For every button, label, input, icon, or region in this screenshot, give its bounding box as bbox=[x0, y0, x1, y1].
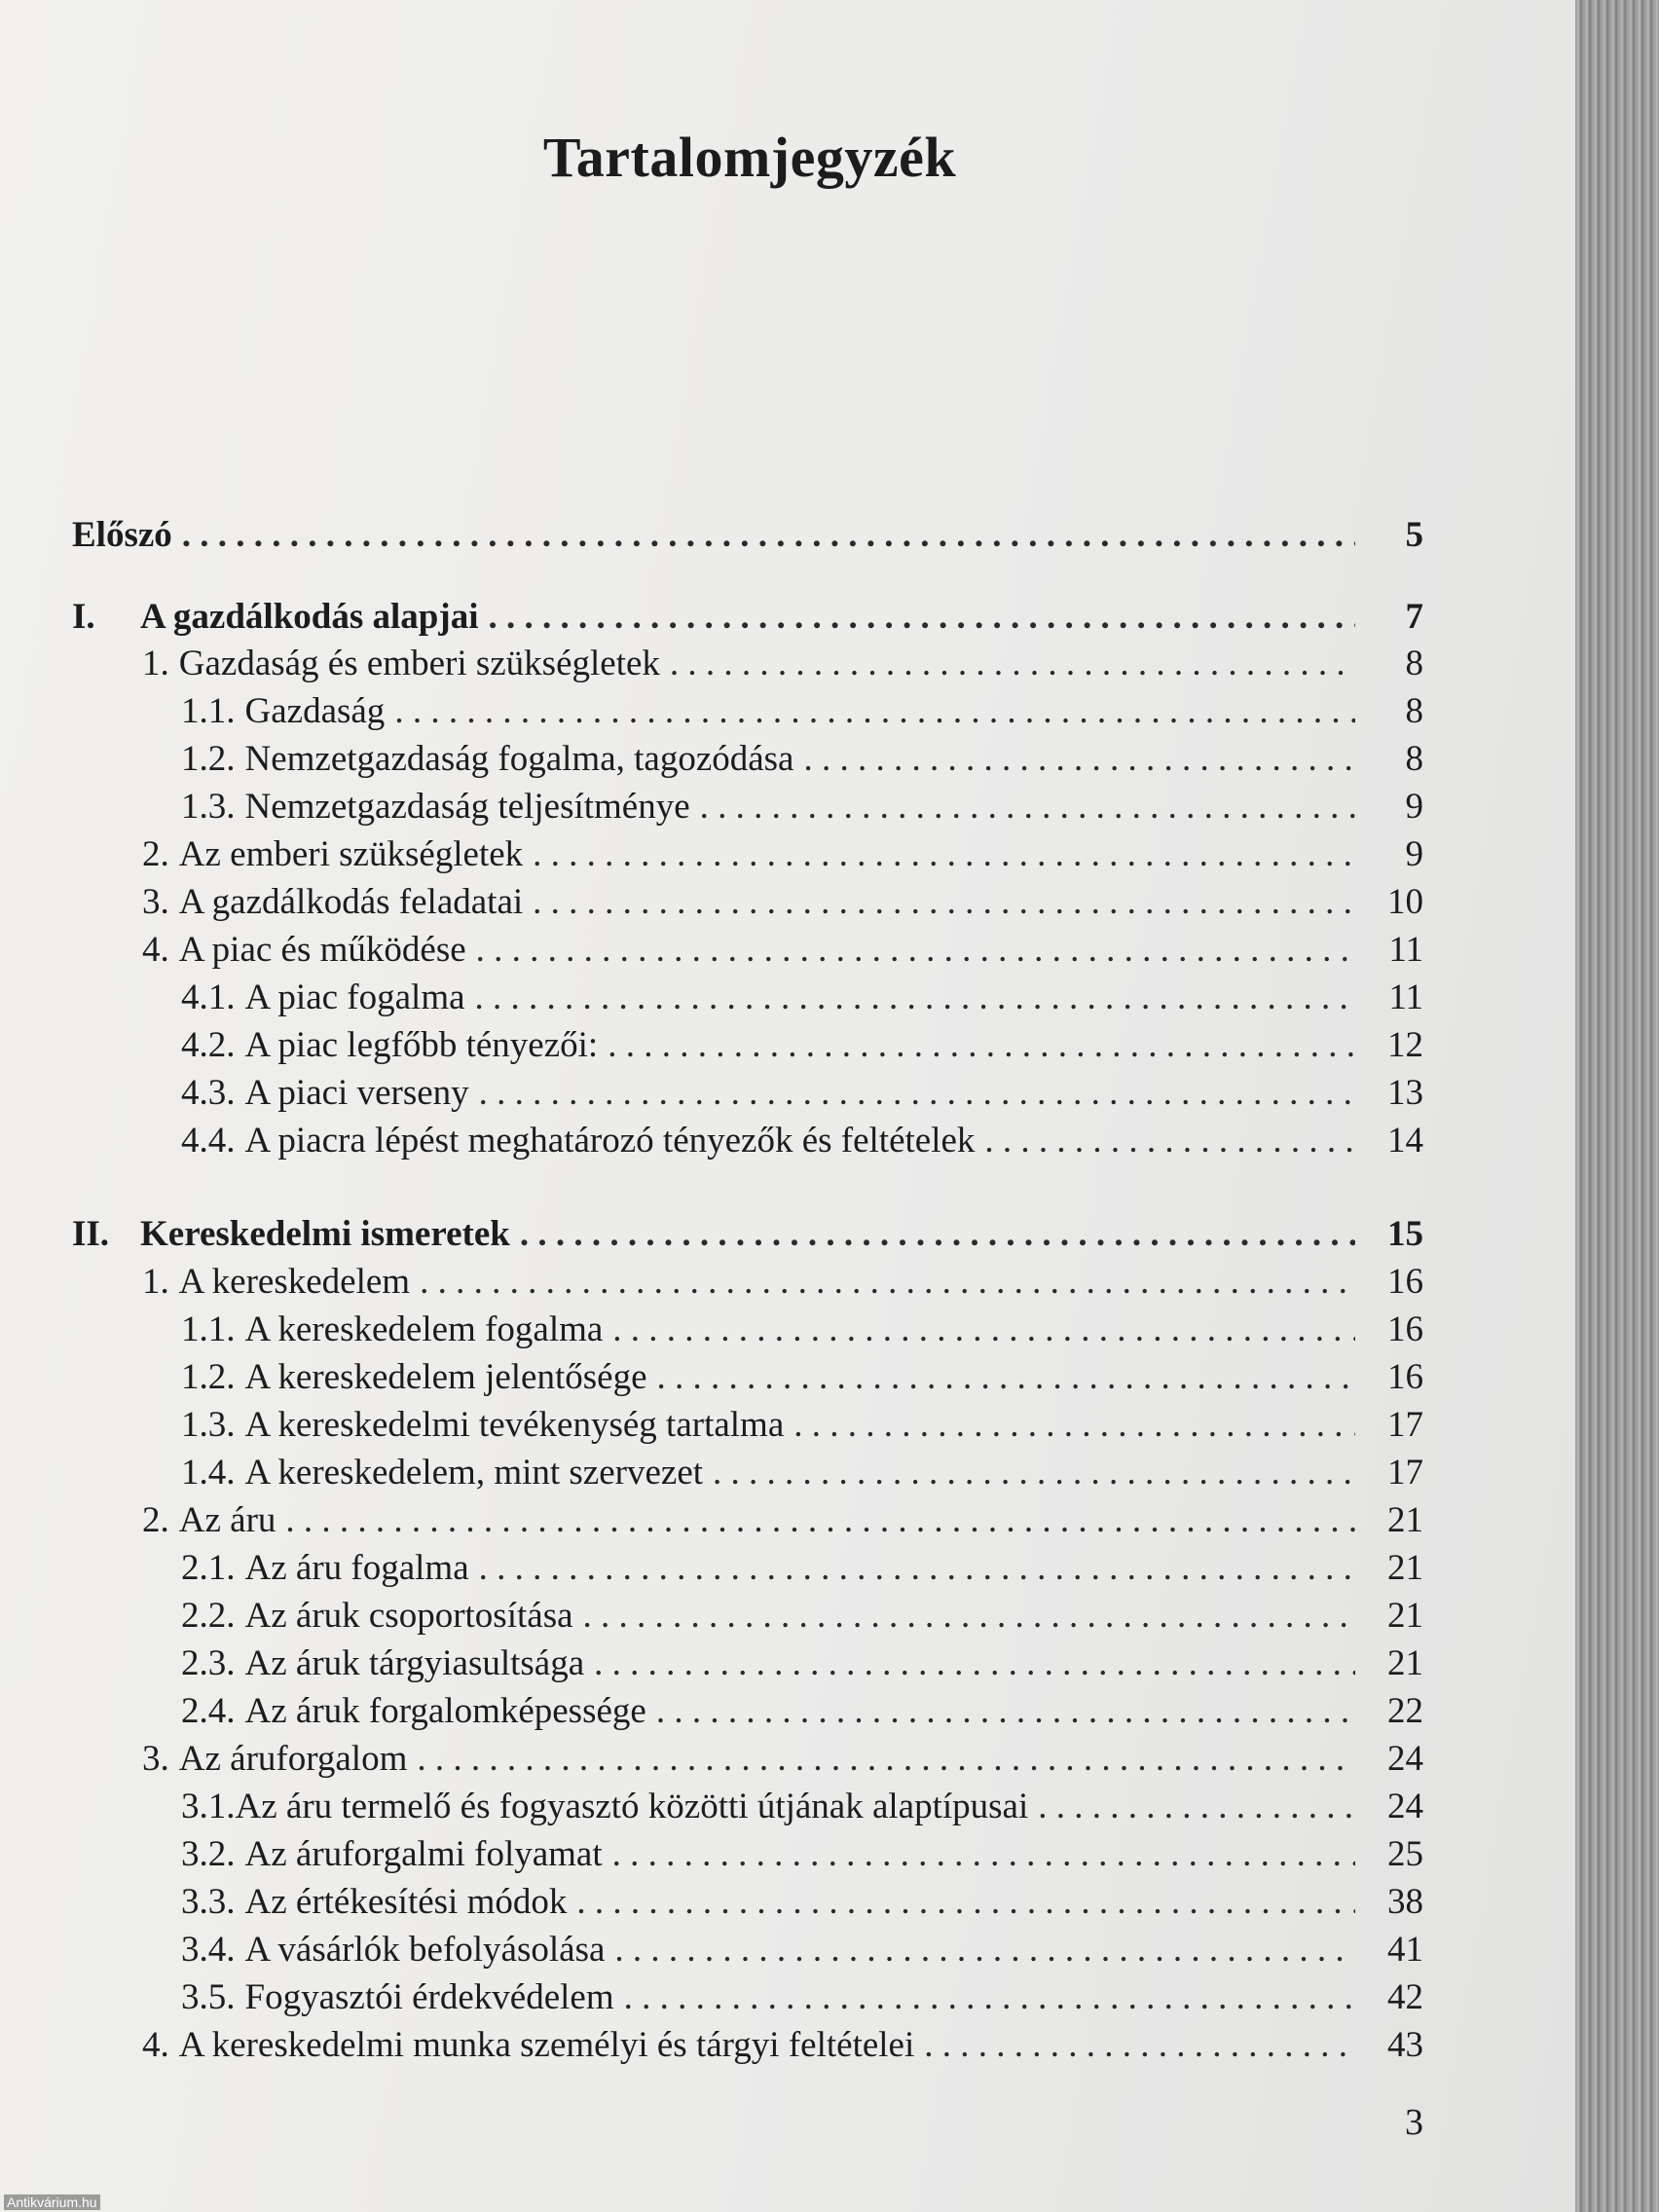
toc-entry-number: 3. bbox=[142, 882, 169, 922]
toc-entry-number: 3. bbox=[142, 1739, 169, 1779]
dot-leader bbox=[533, 833, 1355, 875]
toc-entry-page: 24 bbox=[1387, 1739, 1423, 1779]
toc-entry-page: 42 bbox=[1387, 1977, 1423, 2017]
toc-entry bbox=[181, 1929, 1423, 1973]
toc-entry bbox=[142, 1261, 1423, 1306]
toc-entry bbox=[181, 1452, 1423, 1496]
toc-entry-number: 1.1. bbox=[181, 1309, 236, 1349]
toc-entry bbox=[142, 643, 1423, 687]
toc-entry-number: 4.1. bbox=[181, 977, 236, 1017]
toc-entry-number: 2. bbox=[142, 1500, 169, 1540]
toc-entry-label: A gazdálkodás alapjai bbox=[140, 597, 479, 637]
dot-leader bbox=[793, 1404, 1355, 1446]
toc-entry-label: Az emberi szükségletek bbox=[178, 834, 524, 874]
toc-entry-label: A gazdálkodás feladatai bbox=[178, 882, 524, 922]
toc-entry-page: 16 bbox=[1387, 1357, 1423, 1397]
toc-entry bbox=[181, 1642, 1423, 1687]
dot-leader bbox=[475, 977, 1355, 1018]
toc-entry bbox=[181, 1786, 1423, 1830]
toc-entry-label: A kereskedelem jelentősége bbox=[244, 1357, 647, 1397]
dot-leader bbox=[479, 1072, 1355, 1114]
dot-leader bbox=[488, 596, 1355, 638]
toc-entry bbox=[181, 1976, 1423, 2021]
dot-leader bbox=[713, 1452, 1355, 1493]
toc-entry bbox=[142, 929, 1423, 974]
toc-entry-number: I. bbox=[72, 597, 95, 637]
dot-leader bbox=[612, 1309, 1355, 1350]
dot-leader bbox=[608, 1024, 1355, 1066]
dot-leader bbox=[394, 690, 1355, 732]
dot-leader bbox=[1038, 1786, 1355, 1827]
toc-entry bbox=[181, 1309, 1423, 1353]
toc-entry-label: Az áru bbox=[178, 1500, 276, 1540]
toc-entry-label: A vásárlók befolyásolása bbox=[244, 1930, 606, 1970]
toc-entry bbox=[181, 1404, 1423, 1449]
toc-entry-label: A piac és működése bbox=[178, 930, 466, 970]
toc-entry-page: 16 bbox=[1387, 1309, 1423, 1349]
toc-entry bbox=[181, 1072, 1423, 1117]
toc-entry-page: 22 bbox=[1387, 1691, 1423, 1731]
dot-leader bbox=[520, 1213, 1355, 1255]
dot-leader bbox=[594, 1642, 1355, 1684]
toc-entry-number: 1.2. bbox=[181, 1357, 236, 1397]
toc-entry-page: 16 bbox=[1387, 1262, 1423, 1302]
dot-leader bbox=[479, 1547, 1355, 1589]
toc-entry bbox=[181, 1833, 1423, 1878]
toc-entry bbox=[142, 881, 1423, 926]
dot-leader bbox=[670, 643, 1355, 684]
toc-entry-page: 41 bbox=[1387, 1930, 1423, 1970]
toc-entry-label: A piac legfőbb tényezői: bbox=[244, 1025, 599, 1065]
toc-entry-page: 9 bbox=[1405, 787, 1423, 827]
toc-entry-label: A piac fogalma bbox=[244, 977, 465, 1017]
dot-leader bbox=[700, 786, 1355, 828]
toc-entry-number: 1.2. bbox=[181, 739, 236, 779]
page-title: Tartalomjegyzék bbox=[542, 126, 957, 189]
toc-entry-page: 11 bbox=[1388, 977, 1423, 1017]
dot-leader bbox=[533, 881, 1355, 923]
toc-entry-label: Előszó bbox=[72, 515, 172, 555]
toc-entry bbox=[72, 514, 1423, 559]
toc-entry-number: 4.4. bbox=[181, 1121, 236, 1161]
dot-leader bbox=[614, 1929, 1355, 1971]
toc-entry-number: 4. bbox=[142, 2025, 169, 2065]
toc-entry-label: Kereskedelmi ismeretek bbox=[140, 1214, 510, 1254]
toc-entry-label: Gazdaság és emberi szükségletek bbox=[178, 644, 660, 683]
toc-entry-page: 17 bbox=[1387, 1453, 1423, 1493]
toc-entry-label: Fogyasztói érdekvédelem bbox=[244, 1977, 614, 2017]
toc-entry-number: 2.3. bbox=[181, 1643, 236, 1683]
toc-entry-label: A piaci verseny bbox=[244, 1073, 469, 1113]
toc-entry bbox=[181, 1120, 1423, 1164]
dot-leader bbox=[803, 738, 1355, 780]
toc-entry-page: 11 bbox=[1388, 930, 1423, 970]
toc-entry-label: Az áruforgalmi folyamat bbox=[244, 1834, 603, 1874]
toc-entry bbox=[142, 833, 1423, 878]
toc-entry-number: 2.2. bbox=[181, 1596, 236, 1636]
dot-leader bbox=[576, 1881, 1355, 1923]
toc-entry-page: 21 bbox=[1387, 1596, 1423, 1636]
toc-entry-page: 7 bbox=[1405, 597, 1423, 637]
toc-entry-page: 8 bbox=[1405, 644, 1423, 683]
toc-entry-label: A piacra lépést meghatározó tényezők és feltételek bbox=[244, 1121, 976, 1161]
toc-entry-label: Az áruk tárgyiasultsága bbox=[244, 1643, 585, 1683]
watermark-text: Antikvárium.hu bbox=[4, 2194, 100, 2210]
toc-entry bbox=[142, 1499, 1423, 1544]
toc-entry-page: 17 bbox=[1387, 1405, 1423, 1445]
dot-leader bbox=[285, 1499, 1355, 1541]
toc-entry-page: 38 bbox=[1387, 1882, 1423, 1922]
toc-entry bbox=[72, 596, 1423, 641]
toc-entry-label: Az áruk csoportosítása bbox=[244, 1596, 573, 1636]
toc-entry bbox=[181, 977, 1423, 1021]
toc-entry-number: 4.3. bbox=[181, 1073, 236, 1113]
toc-entry-label: Az áruforgalom bbox=[178, 1739, 408, 1779]
toc-entry-number: 4.2. bbox=[181, 1025, 236, 1065]
toc-entry-number: 1.4. bbox=[181, 1453, 236, 1493]
toc-entry-page: 15 bbox=[1387, 1214, 1423, 1254]
toc-entry-number: 1.3. bbox=[181, 787, 236, 827]
toc-entry bbox=[181, 1024, 1423, 1069]
toc-entry-page: 21 bbox=[1387, 1643, 1423, 1683]
page-edge-background bbox=[1575, 0, 1659, 2212]
toc-entry-page: 9 bbox=[1405, 834, 1423, 874]
dot-leader bbox=[656, 1690, 1355, 1732]
toc-entry bbox=[181, 690, 1423, 735]
toc-entry-page: 43 bbox=[1387, 2025, 1423, 2065]
toc-entry-page: 13 bbox=[1387, 1073, 1423, 1113]
dot-leader bbox=[417, 1738, 1355, 1780]
toc-entry bbox=[72, 1213, 1423, 1258]
toc-entry-label: Az értékesítési módok bbox=[244, 1882, 568, 1922]
toc-entry bbox=[142, 2024, 1423, 2069]
toc-entry-number: II. bbox=[72, 1214, 110, 1254]
toc-entry bbox=[181, 1690, 1423, 1735]
toc-entry-number: 2.1. bbox=[181, 1548, 236, 1588]
toc-entry-number: 3.5. bbox=[181, 1977, 236, 2017]
toc-entry-page: 8 bbox=[1405, 739, 1423, 779]
toc-entry-page: 8 bbox=[1405, 691, 1423, 731]
page-number: 3 bbox=[1405, 2102, 1423, 2143]
toc-entry bbox=[181, 786, 1423, 830]
toc-entry-page: 10 bbox=[1387, 882, 1423, 922]
dot-leader bbox=[624, 1976, 1355, 2018]
toc-entry-label: A kereskedelem bbox=[178, 1262, 411, 1302]
toc-entry-label: Az áru fogalma bbox=[244, 1548, 469, 1588]
toc-entry-page: 14 bbox=[1387, 1121, 1423, 1161]
dot-leader bbox=[476, 929, 1355, 971]
toc-entry bbox=[142, 1738, 1423, 1783]
dot-leader bbox=[984, 1120, 1355, 1161]
toc-entry-number: 1. bbox=[142, 644, 169, 683]
dot-leader bbox=[420, 1261, 1355, 1303]
toc-entry-page: 12 bbox=[1387, 1025, 1423, 1065]
toc-entry-page: 21 bbox=[1387, 1500, 1423, 1540]
toc-entry-page: 21 bbox=[1387, 1548, 1423, 1588]
dot-leader bbox=[924, 2024, 1355, 2066]
toc-entry-label: Az áru termelő és fogyasztó közötti útjának alaptípusai bbox=[235, 1787, 1029, 1826]
toc-entry bbox=[181, 1881, 1423, 1926]
toc-entry-label: Az áruk forgalomképessége bbox=[244, 1691, 646, 1731]
toc-entry-label: A kereskedelem, mint szervezet bbox=[244, 1453, 704, 1493]
dot-leader bbox=[182, 514, 1355, 556]
toc-entry-number: 1. bbox=[142, 1262, 169, 1302]
toc-entry-label: A kereskedelmi tevékenység tartalma bbox=[244, 1405, 785, 1445]
toc-entry-number: 1.1. bbox=[181, 691, 236, 731]
dot-leader bbox=[583, 1595, 1355, 1637]
toc-entry bbox=[181, 738, 1423, 783]
toc-entry-number: 2. bbox=[142, 834, 169, 874]
dot-leader bbox=[657, 1356, 1356, 1398]
toc-entry-page: 5 bbox=[1405, 515, 1423, 555]
toc-entry-number: 1.3. bbox=[181, 1405, 236, 1445]
toc-entry bbox=[181, 1547, 1423, 1592]
toc-entry-label: Nemzetgazdaság teljesítménye bbox=[244, 787, 690, 827]
toc-entry bbox=[181, 1356, 1423, 1401]
toc-entry-page: 25 bbox=[1387, 1834, 1423, 1874]
toc-entry-label: Nemzetgazdaság fogalma, tagozódása bbox=[244, 739, 794, 779]
toc-entry-number: 2.4. bbox=[181, 1691, 236, 1731]
dot-leader bbox=[612, 1833, 1355, 1875]
toc-entry-label: Gazdaság bbox=[244, 691, 386, 731]
toc-entry-label: A kereskedelmi munka személyi és tárgyi feltételei bbox=[178, 2025, 915, 2065]
toc-entry-number: 4. bbox=[142, 930, 169, 970]
toc-entry-number: 3.2. bbox=[181, 1834, 236, 1874]
toc-entry-number: 3.4. bbox=[181, 1930, 236, 1970]
toc-entry-label: A kereskedelem fogalma bbox=[244, 1309, 604, 1349]
toc-entry-page: 24 bbox=[1387, 1787, 1423, 1826]
toc-entry-number: 3.3. bbox=[181, 1882, 236, 1922]
toc-entry bbox=[181, 1595, 1423, 1640]
toc-entry-number: 3.1. bbox=[181, 1787, 236, 1826]
